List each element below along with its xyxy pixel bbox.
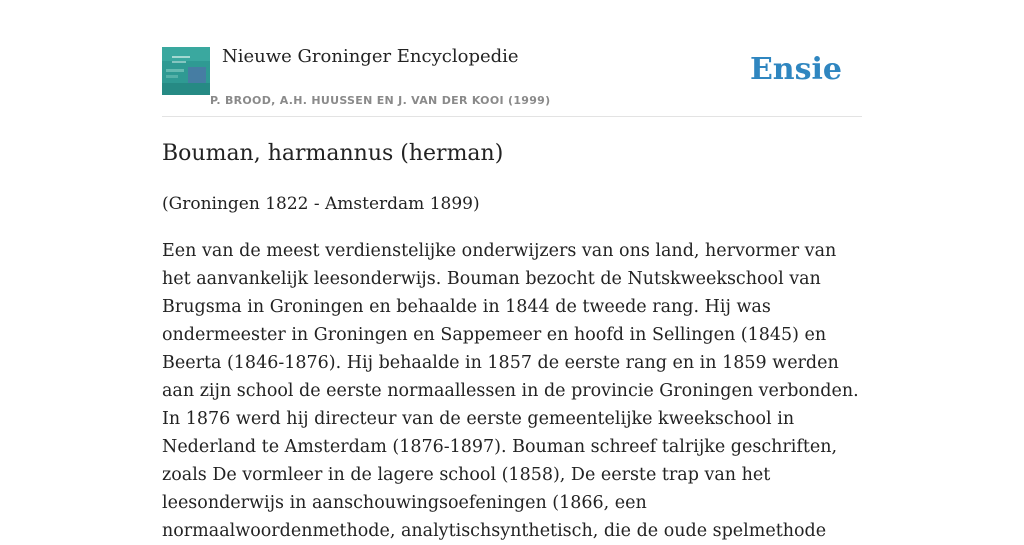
encyclopedia-header <box>162 40 862 117</box>
book-cover-image <box>162 47 210 95</box>
article-body: Een van de meest verdienstelijke onderwijzers van ons land, hervormer van het aanvankelijk leesonderwijs. Bouman bezocht de Nutskweekschool van Brugsma in Groningen en behaalde in 1844 de tweede rang. Hij was ondermeester in Groningen en Sappemeer en hoofd in Sellingen (1845) en Beerta (1846-1876). Hij behaalde in 1857 de eerste rang en in 1859 werden aan zijn school de eerste normaallessen in de provincie Groningen verbonden. In 1876 werd hij directeur van de eerste gemeentelijke kweekschool in Nederland te Amsterdam (1876-1897). Bouman schreef talrijke geschriften, zoals De vormleer in de lagere school (1858), De eerste trap van het leesonderwijs in aanschouwingsoefeningen (1866, een normaalwoordenmethode, analytischsynthetisch, die de oude spelmethode <box>162 241 859 541</box>
article-headword: Bouman, harmannus (herman) <box>162 141 504 166</box>
ensie-logo[interactable]: Ensie <box>749 52 842 87</box>
book-title[interactable]: Nieuwe Groninger Encyclopedie <box>222 46 519 67</box>
article <box>162 138 862 545</box>
book-cover-icon[interactable] <box>162 47 210 95</box>
article-dates: (Groningen 1822 - Amsterdam 1899) <box>162 194 480 214</box>
book-authors: P. BROOD, A.H. HUUSSEN EN J. VAN DER KOOI (1999) <box>210 94 551 107</box>
